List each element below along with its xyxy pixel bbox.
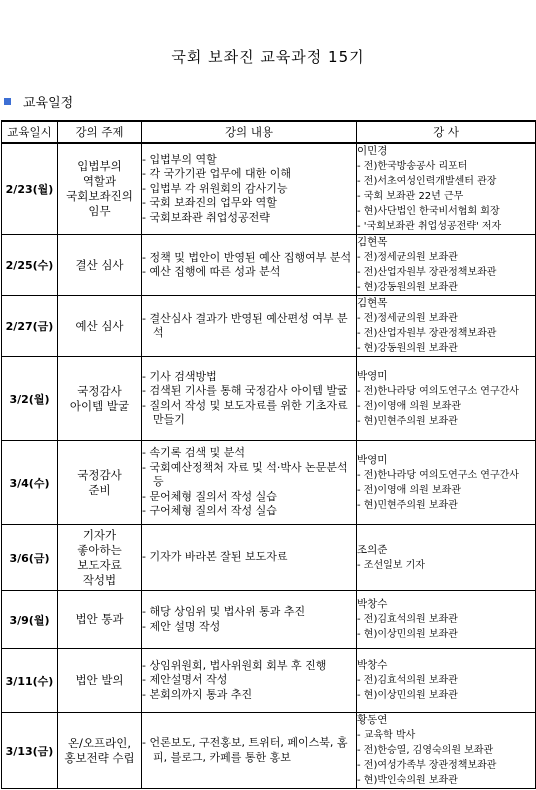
instructor-career-item: - 전)한승열, 김영숙의원 보좌관 [357,745,494,756]
row-topic [58,649,142,713]
topic-line: 예산 심사 [75,318,124,333]
row-content [142,235,357,296]
topic-line: 아이템 발굴 [69,398,130,413]
instructor-career-item: - 현)민현주의원 보좌관 [357,499,458,511]
table-row [2,525,536,591]
row-instructor [357,649,536,713]
row-content [142,649,357,713]
row-date: 2/27(금) [2,296,58,357]
instructor-name: 박창수 [357,598,388,610]
topic-line: 국정감사 [77,383,122,398]
instructor-career-item: - 현)강동원의원 보좌관 [357,343,458,354]
row-date: 3/13(금) [2,713,58,789]
instructor-career-item: - 전)김효석의원 보좌관 [357,675,458,686]
instructor-career-item: - 전)이영애 의원 보좌관 [357,400,461,412]
instructor-name: 김현목 [357,236,388,248]
topic-line: 법안 발의 [75,673,124,687]
topic-line: 국정감사 [77,467,122,482]
table-row [2,357,536,441]
instructor-name: 김현목 [357,297,388,309]
instructor-career-item: - 현)박인숙의원 보좌관 [357,775,458,786]
instructor-career-item: - 전)산업자원부 장관정책보좌관 [357,328,497,339]
content-item: - 국회예산정책처 자료 및 석·박사 논문분석 등 [142,460,348,489]
row-date: 3/11(수) [2,649,58,713]
instructor-career-item: - 전)서초여성인력개발센터 관장 [357,176,497,187]
instructor-name: 조의준 [357,543,388,556]
instructor-career-item: - 현)이상민의원 보좌관 [357,690,458,701]
header-instructor: 강 사 [357,121,536,143]
header-date: 교육일시 [2,121,58,143]
row-content [142,143,357,235]
instructor-name: 박창수 [357,659,388,671]
table-row [2,235,536,296]
content-item: - 상임위원회, 법사위원회 회부 후 진행 [142,658,327,672]
schedule-body [2,143,536,789]
topic-line: 법안 통과 [75,612,124,626]
row-instructor [357,235,536,296]
topic-line: 홍보전략 수립 [64,750,135,765]
content-item: - 각 국가기관 업무에 대한 이해 [142,167,291,181]
row-instructor [357,591,536,649]
row-topic [58,296,142,357]
instructor-career-item: - 전)산업자원부 장관정책보좌관 [357,267,497,278]
row-instructor [357,296,536,357]
content-item: - 속기록 검색 및 분석 [142,446,245,460]
instructor-career-item: - 전)여성가족부 장관정책보좌관 [357,760,497,771]
row-instructor [357,441,536,525]
instructor-career-item: - 조선일보 기자 [357,559,425,571]
row-date: 3/4(수) [2,441,58,525]
row-content [142,525,357,591]
instructor-career-item: - 전)이영애 의원 보좌관 [357,484,461,496]
document-title: 국회 보좌진 교육과정 15기 [171,48,365,66]
row-content [142,713,357,789]
table-row [2,441,536,525]
row-instructor [357,143,536,235]
instructor-career-item: - 국회 보좌관 22년 근무 [357,191,464,202]
topic-line: 임무 [88,204,111,218]
instructor-career-item: - 전)한나라당 여의도연구소 연구간사 [357,385,519,397]
content-item: - 입법부의 역할 [142,152,217,166]
content-item: - 기자가 바라본 잘된 보도자료 [142,550,288,564]
topic-line: 준비 [88,482,111,497]
row-date: 3/9(월) [2,591,58,649]
content-item: - 문어체형 질의서 작성 실습 [142,489,277,503]
instructor-name: 박영미 [357,369,388,382]
topic-line: 결산 심사 [75,257,124,272]
row-instructor [357,713,536,789]
row-content [142,296,357,357]
instructor-career-item: - 현)민현주의원 보좌관 [357,415,458,427]
instructor-career-item: - '국회보좌관 취업성공전략' 저자 [357,221,502,232]
topic-line: 좋아하는 [77,542,122,557]
instructor-career-item: - 현)사단법인 한국비서협회 회장 [357,206,500,217]
content-item: - 언론보도, 구전홍보, 트위터, 페이스북, 홈피, 블로그, 카페를 통한 홍보 [142,736,348,764]
row-topic [58,357,142,441]
table-row [2,143,536,235]
instructor-name: 박영미 [357,453,388,466]
instructor-career-item: - 전)정세균의원 보좌관 [357,252,458,263]
topic-line: 국회보좌진의 [66,189,133,203]
content-item: - 검색된 기사를 통해 국정감사 아이템 발굴 [142,384,348,397]
row-content [142,441,357,525]
row-date: 3/6(금) [2,525,58,591]
content-item: - 결산심사 결과가 반영된 예산편성 여부 분석 [142,311,348,339]
row-date: 3/2(월) [2,357,58,441]
row-instructor [357,357,536,441]
square-bullet-icon [4,98,11,105]
row-topic [58,525,142,591]
content-item: - 본회의까지 통과 추진 [142,687,253,701]
section-title: 교육일정 [23,96,74,111]
row-topic [58,235,142,296]
instructor-career-item: - 현)이상민의원 보좌관 [357,629,458,640]
content-item: - 예산 집행에 따른 성과 분석 [142,265,281,278]
content-item: - 해당 상임위 및 법사위 통과 추진 [142,605,306,618]
content-item: - 제안 설명 작성 [142,619,221,633]
instructor-career-item: - 전)정세균의원 보좌관 [357,313,458,324]
row-content [142,357,357,441]
content-item: - 구어체형 질의서 작성 실습 [142,504,277,518]
topic-line: 입법부의 [77,159,122,173]
table-row [2,713,536,789]
header-topic: 강의 주제 [58,121,142,143]
topic-line: 보도자료 [77,557,122,572]
topic-line: 작성법 [82,572,117,587]
schedule-table [1,120,536,789]
row-instructor [357,525,536,591]
content-item: - 제안설명서 작성 [142,673,228,687]
header-content: 강의 내용 [142,121,357,143]
content-item: - 기사 검색방법 [142,369,217,383]
table-row [2,591,536,649]
content-item: - 국회보좌관 취업성공전략 [142,210,270,224]
instructor-career-item: - 전)한국방송공사 리포터 [357,161,468,172]
row-date: 2/25(수) [2,235,58,296]
table-row [2,649,536,713]
table-row [2,296,536,357]
section-heading [4,92,73,111]
instructor-name: 이민경 [357,145,388,157]
content-item: - 질의서 작성 및 보도자료를 위한 기초자료 만들기 [142,398,348,426]
content-item: - 정책 및 법안이 반영된 예산 집행여부 분석 [142,250,352,264]
instructor-career-item: - 전)한나라당 여의도연구소 연구간사 [357,469,519,481]
instructor-career-item: - 현)강동원의원 보좌관 [357,282,458,293]
topic-line: 온/오프라인, [67,735,132,750]
instructor-career-item: - 교육학 박사 [357,730,416,741]
row-date: 2/23(월) [2,143,58,235]
topic-line: 기자가 [82,527,117,542]
content-item: - 입법부 각 위원회의 감사기능 [142,181,288,195]
instructor-name: 황동연 [357,714,388,726]
row-topic [58,441,142,525]
content-item: - 국회 보좌진의 업무와 역할 [142,196,277,210]
table-header-row [2,121,536,143]
row-topic [58,143,142,235]
row-topic [58,591,142,649]
row-topic [58,713,142,789]
topic-line: 역할과 [82,174,117,188]
instructor-career-item: - 전)김효석의원 보좌관 [357,614,458,625]
row-content [142,591,357,649]
